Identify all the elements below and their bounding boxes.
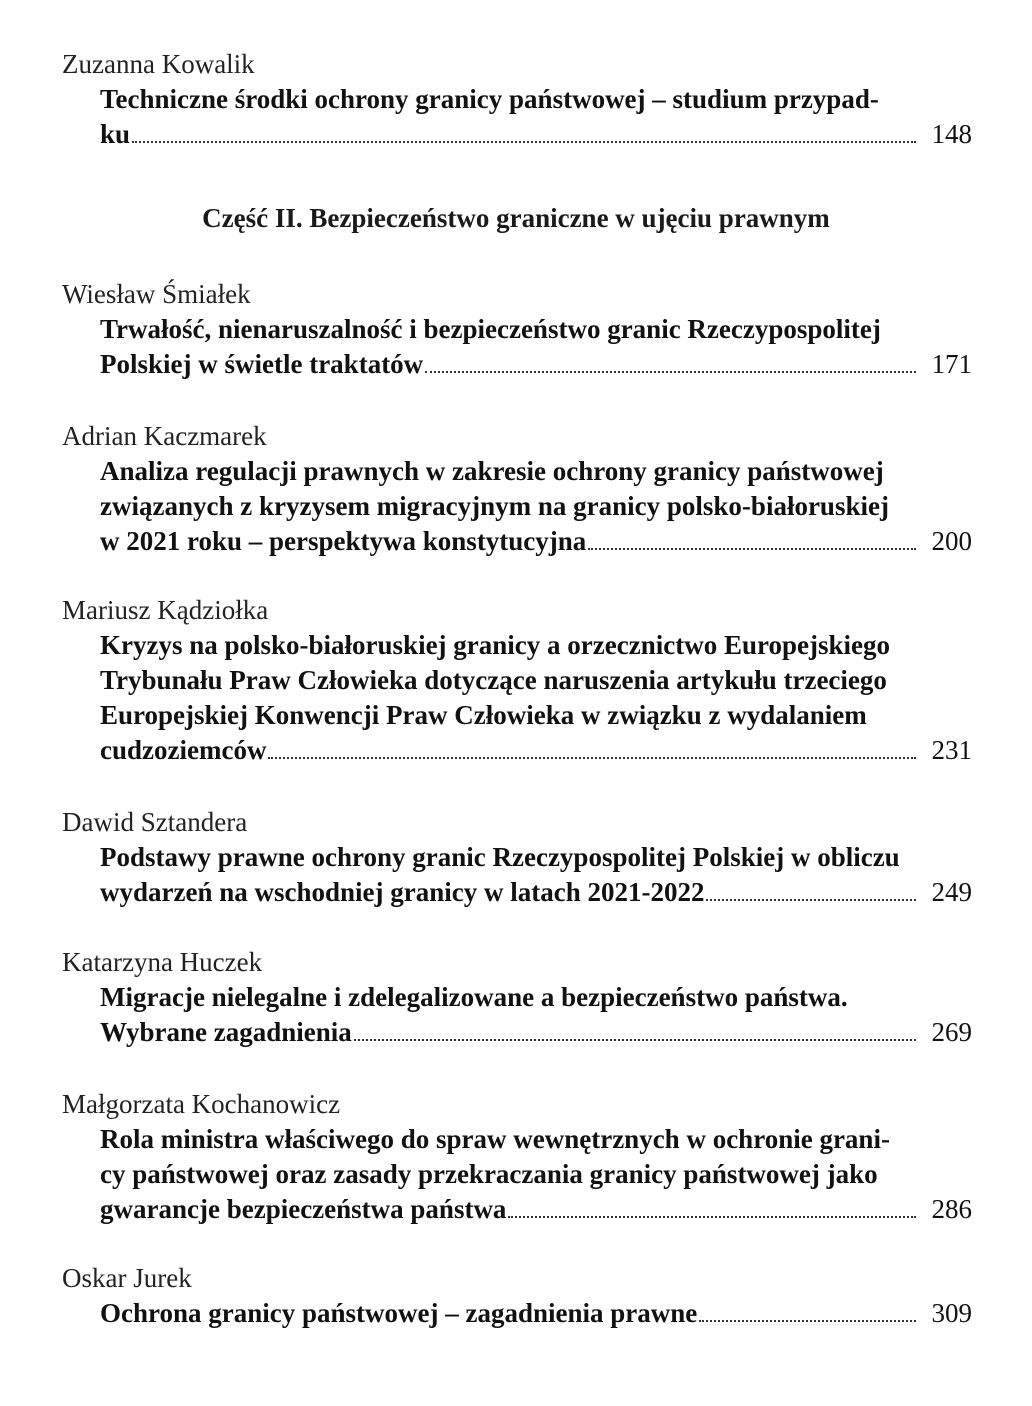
entry-title (100, 454, 972, 559)
dot-leader (354, 1039, 916, 1041)
entry-last-line (100, 347, 972, 382)
entry-title (100, 980, 972, 1050)
entry-title-line: w 2021 roku – perspektywa konstytucyjna (100, 526, 587, 556)
toc-entry[interactable] (62, 1086, 972, 1227)
page-number[interactable]: 286 (931, 1194, 972, 1224)
entry-title (100, 1296, 972, 1331)
entry-author: Adrian Kaczmarek (62, 421, 267, 451)
dot-leader (588, 548, 916, 550)
entry-title (100, 1122, 972, 1227)
entry-title-line: Podstawy prawne ochrony granic Rzeczypospolitej Polskiej w obliczu (100, 842, 900, 872)
entry-title (100, 840, 972, 910)
entry-last-line (100, 733, 972, 768)
entry-title-line: Trwałość, nienaruszalność i bezpieczeństwo granic Rzeczypospolitej (100, 314, 881, 344)
entry-author: Oskar Jurek (62, 1263, 192, 1293)
entry-title (100, 312, 972, 382)
entry-author: Małgorzata Kochanowicz (62, 1089, 341, 1119)
entry-author: Dawid Sztandera (62, 807, 248, 837)
dot-leader (425, 371, 916, 373)
dot-leader (268, 757, 916, 759)
page-number[interactable]: 148 (931, 119, 972, 149)
entry-title-line: Migracje nielegalne i zdelegalizowane a bezpieczeństwo państwa. (100, 982, 848, 1012)
page-number[interactable]: 200 (931, 526, 972, 556)
entry-title (100, 628, 972, 768)
entry-title (100, 82, 972, 152)
page-number[interactable]: 309 (931, 1298, 972, 1328)
entry-title-line: Polskiej w świetle traktatów (100, 349, 424, 379)
entry-author: Wiesław Śmiałek (62, 279, 251, 309)
page-number[interactable]: 269 (931, 1017, 972, 1047)
entry-title-line: cy państwowej oraz zasady przekraczania granicy państwowej jako (100, 1159, 878, 1189)
toc-entry[interactable] (62, 276, 972, 382)
entry-author: Zuzanna Kowalik (62, 49, 255, 79)
entry-title-line: Trybunału Praw Człowieka dotyczące naruszenia artykułu trzeciego (100, 665, 887, 695)
toc-entry[interactable] (62, 804, 972, 910)
entry-title-line: cudzoziemców (100, 735, 267, 765)
toc-entry[interactable] (62, 944, 972, 1050)
entry-title-line: Ochrona granicy państwowej – zagadnienia prawne (100, 1298, 698, 1328)
entry-last-line (100, 1015, 972, 1050)
entry-last-line (100, 1192, 972, 1227)
entry-title-line: ku (100, 119, 131, 149)
toc-entry[interactable] (62, 46, 972, 152)
entry-last-line (100, 875, 972, 910)
page-number[interactable]: 249 (931, 877, 972, 907)
entry-author: Katarzyna Huczek (62, 947, 263, 977)
dot-leader (699, 1320, 916, 1322)
page-number[interactable]: 231 (931, 735, 972, 765)
entry-title-line: Analiza regulacji prawnych w zakresie ochrony granicy państwowej (100, 456, 884, 486)
entry-author: Mariusz Kądziołka (62, 595, 269, 625)
entry-last-line (100, 524, 972, 559)
dot-leader (508, 1216, 916, 1218)
entry-last-line (100, 1296, 972, 1331)
entry-title-line: Kryzys na polsko-białoruskiej granicy a orzecznictwo Europejskiego (100, 630, 890, 660)
part-heading: Część II. Bezpieczeństwo graniczne w ujęciu prawnym (202, 203, 830, 233)
entry-last-line (100, 117, 972, 152)
toc-entry[interactable] (62, 418, 972, 559)
entry-title-line: Wybrane zagadnienia (100, 1017, 352, 1047)
entry-title-line: Europejskiej Konwencji Praw Człowieka w związku z wydalaniem (100, 700, 867, 730)
entry-title-line: Rola ministra właściwego do spraw wewnętrznych w ochronie grani- (100, 1124, 890, 1154)
page-number[interactable]: 171 (931, 349, 972, 379)
entry-title-line: wydarzeń na wschodniej granicy w latach 2021-2022 (100, 877, 705, 907)
entry-title-line: Techniczne środki ochrony granicy państwowej – studium przypad- (100, 84, 879, 114)
toc-entry[interactable] (62, 592, 972, 768)
toc-entry[interactable] (62, 1260, 972, 1331)
dot-leader (706, 899, 916, 901)
entry-title-line: gwarancje bezpieczeństwa państwa (100, 1194, 507, 1224)
dot-leader (132, 141, 916, 143)
entry-title-line: związanych z kryzysem migracyjnym na granicy polsko-białoruskiej (100, 491, 889, 521)
